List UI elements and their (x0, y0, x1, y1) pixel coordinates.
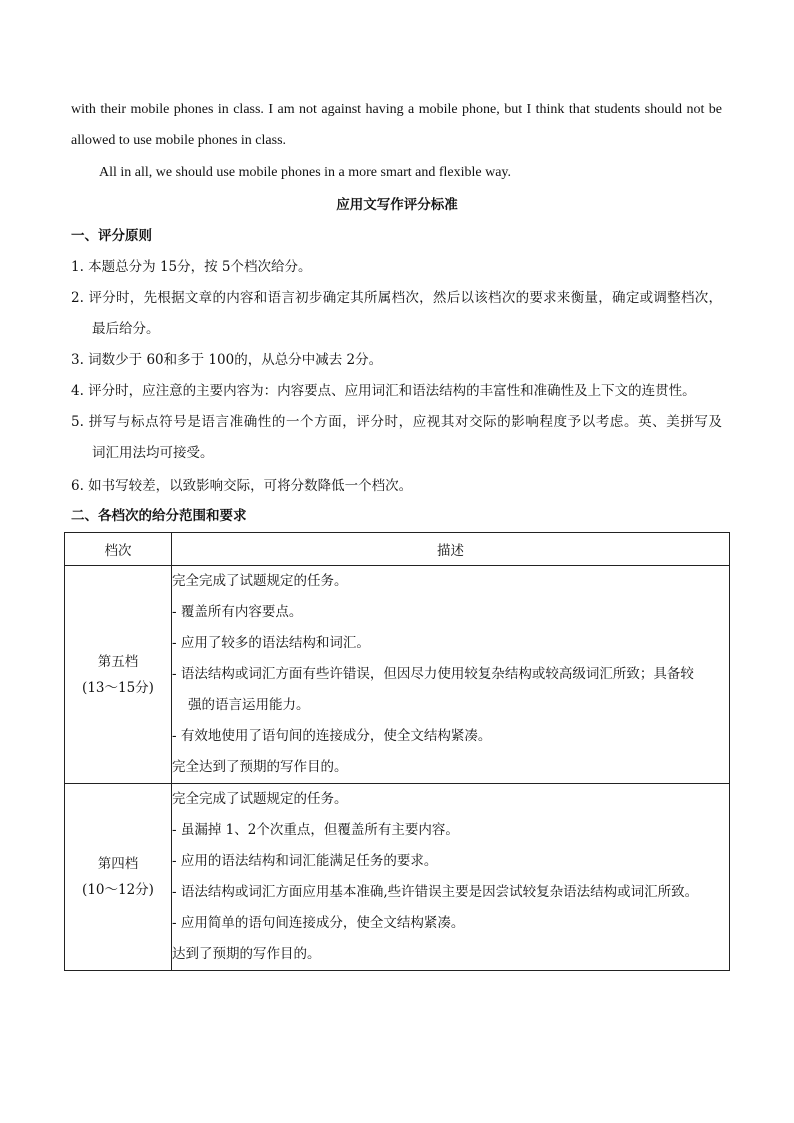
section1-heading: 一、评分原则 (71, 228, 152, 244)
desc-line: - 语法结构或词汇方面应用基本准确,些许错误主要是因尝试较复杂语法结构或词汇所致。 (172, 884, 699, 900)
desc-line: - 应用了较多的语法结构和词汇。 (172, 635, 370, 651)
desc-line: - 语法结构或词汇方面有些许错误，但因尽力使用较复杂结构或较高级词汇所致；具备较 (172, 666, 694, 682)
intro-line-2: allowed to use mobile phones in class. (71, 133, 287, 148)
section2-heading: 二、各档次的给分范围和要求 (71, 508, 247, 524)
rule-item-1: 1. 本题总分为 15分，按 5个档次给分。 (71, 259, 312, 275)
desc-line: - 有效地使用了语句间的连接成分，使全文结构紧凑。 (172, 728, 492, 744)
desc-line: - 覆盖所有内容要点。 (172, 604, 303, 620)
standard-title: 应用文写作评分标准 (336, 197, 458, 213)
level-cell (65, 566, 172, 784)
description-cell (172, 566, 730, 784)
rule-item-2-cont: 最后给分。 (92, 321, 160, 337)
table-header-row (65, 533, 730, 566)
scoring-table (64, 532, 730, 971)
rule-item-5: 5. 拼写与标点符号是语言准确性的一个方面，评分时，应视其对交际的影响程度予以考虑。英、美拼写及 (71, 414, 722, 430)
description-cell (172, 784, 730, 971)
rule-item-3: 3. 词数少于 60和多于 100的，从总分中减去 2分。 (71, 352, 383, 368)
desc-line: 强的语言运用能力。 (188, 697, 310, 713)
desc-line: 完全完成了试题规定的任务。 (172, 573, 348, 589)
level-range: (13～15分) (82, 679, 154, 696)
table-row (65, 784, 730, 971)
rule-item-2: 2. 评分时，先根据文章的内容和语言初步确定其所属档次，然后以该档次的要求来衡量，确定或调整档次， (71, 290, 722, 306)
level-name: 第五档 (97, 653, 139, 670)
intro-line-3: All in all, we should use mobile phones in a more smart and flexible way. (99, 165, 512, 180)
rule-item-4: 4. 评分时，应注意的主要内容为：内容要点、应用词汇和语法结构的丰富性和准确性及上下文的连贯性。 (71, 383, 696, 399)
level-name: 第四档 (97, 856, 139, 872)
desc-line: - 虽漏掉 1、2个次重点，但覆盖所有主要内容。 (172, 822, 459, 838)
column-header-desc: 描述 (172, 533, 730, 566)
level-range: (10～12分) (82, 882, 154, 898)
intro-line-1: with their mobile phones in class. I am not against having a mobile phone, but I think that students should not be (71, 102, 722, 117)
rule-item-5-cont: 词汇用法均可接受。 (92, 445, 214, 461)
level-cell (65, 784, 172, 971)
table-row (65, 566, 730, 784)
desc-line: 完全达到了预期的写作目的。 (172, 759, 348, 775)
desc-line: 达到了预期的写作目的。 (172, 946, 321, 962)
desc-line: 完全完成了试题规定的任务。 (172, 791, 348, 807)
column-header-level: 档次 (65, 533, 172, 566)
rule-item-6: 6. 如书写较差，以致影响交际，可将分数降低一个档次。 (71, 478, 413, 494)
desc-line: - 应用的语法结构和词汇能满足任务的要求。 (172, 853, 438, 869)
desc-line: - 应用简单的语句间连接成分，使全文结构紧凑。 (172, 915, 465, 931)
